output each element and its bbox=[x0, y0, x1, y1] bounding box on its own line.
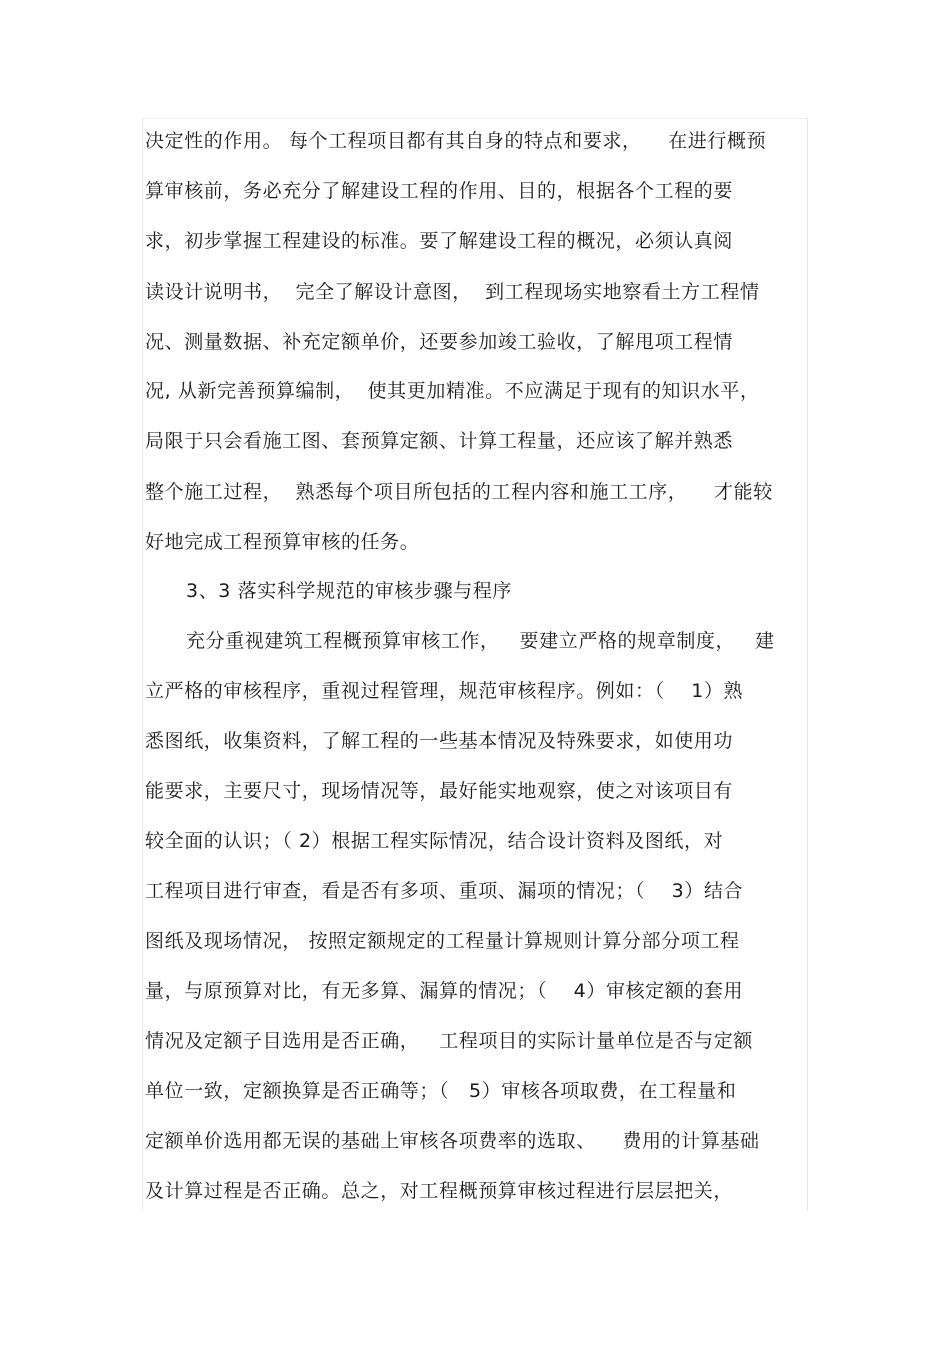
text-line: 工程项目进行审查，看是否有多项、重项、漏项的情况；（ 3）结合 bbox=[145, 880, 744, 902]
text-line: 悉图纸，收集资料，了解工程的一些基本情况及特殊要求，如使用功 bbox=[145, 730, 734, 752]
text-line: 情况及定额子目选用是否正确， 工程项目的实际计量单位是否与定额 bbox=[145, 1030, 753, 1052]
text-line: 定额单价选用都无误的基础上审核各项费率的选取、 费用的计算基础 bbox=[145, 1130, 760, 1152]
text-line: 局限于只会看施工图、套预算定额、计算工程量，还应该了解并熟悉 bbox=[145, 430, 734, 452]
text-line: 量，与原预算对比，有无多算、漏算的情况；（ 4）审核定额的套用 bbox=[145, 980, 744, 1002]
text-line: 较全面的认识；（ 2）根据工程实际情况，结合设计资料及图纸，对 bbox=[145, 830, 724, 852]
text-line: 好地完成工程预算审核的任务。 bbox=[145, 531, 420, 553]
text-line: 况、测量数据、补充定额单价，还要参加竣工验收，了解甩项工程情 bbox=[145, 331, 734, 353]
text-line: 及计算过程是否正确。总之，对工程概预算审核过程进行层层把关， bbox=[145, 1180, 734, 1202]
text-line: 能要求，主要尺寸，现场情况等，最好能实地观察，使之对该项目有 bbox=[145, 780, 734, 802]
text-line: 况, 从新完善预算编制， 使其更加精准。不应满足于现有的知识水平， bbox=[145, 380, 760, 402]
text-line: 决定性的作用。 每个工程项目都有其自身的特点和要求， 在进行概预 bbox=[145, 130, 767, 152]
text-line: 整个施工过程， 熟悉每个项目所包括的工程内容和施工工序， 才能较 bbox=[145, 481, 773, 503]
section-heading: 3、3 落实科学规范的审核步骤与程序 bbox=[186, 580, 513, 602]
text-line: 立严格的审核程序，重视过程管理，规范审核程序。例如：（ 1）熟 bbox=[145, 680, 744, 702]
text-line: 图纸及现场情况， 按照定额规定的工程量计算规则计算分部分项工程 bbox=[145, 930, 740, 952]
text-line: 读设计说明书， 完全了解设计意图， 到工程现场实地察看土方工程情 bbox=[145, 281, 760, 303]
text-line: 充分重视建筑工程概预算审核工作， 要建立严格的规章制度， 建 bbox=[186, 630, 775, 652]
text-line: 求，初步掌握工程建设的标准。要了解建设工程的概况，必须认真阅 bbox=[145, 230, 734, 252]
text-line: 单位一致，定额换算是否正确等；（ 5）审核各项取费，在工程量和 bbox=[145, 1080, 737, 1102]
text-line: 算审核前，务必充分了解建设工程的作用、目的，根据各个工程的要 bbox=[145, 180, 734, 202]
